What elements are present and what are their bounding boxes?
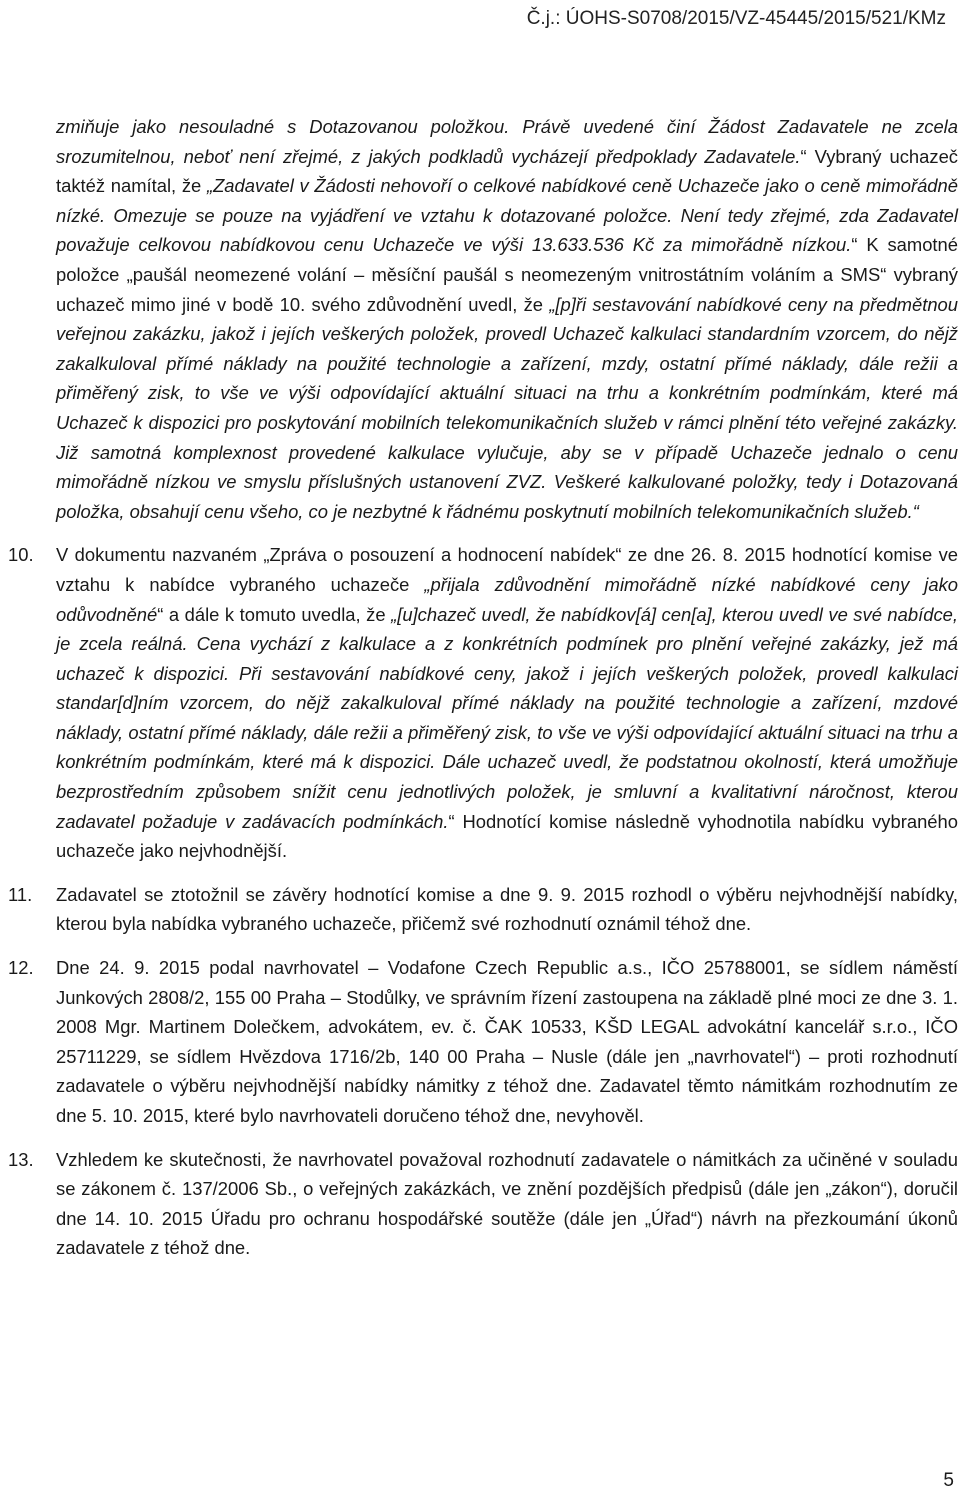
paragraph-text: Zadavatel se ztotožnil se závěry hodnotící komise a dne 9. 9. 2015 rozhodl o výběru nejvhodnější nabídky, kterou byla nabídka vybraného uchazeče, přičemž své rozhodnutí oznámil téhož dne. (56, 883, 958, 935)
paragraph-text: Vzhledem ke skutečnosti, že navrhovatel považoval rozhodnutí zadavatele o námitkách za učiněné v souladu se zákonem č. 137/2006 Sb., o veřejných zakázkách, ve znění pozdějších předpisů (dále jen „zákon“), doručil dne 14. 10. 2015 Úřadu pro ochranu hospodářské soutěže (dále jen „Úřad“) návrh na přezkoumání úkonů zadavatele z téhož dne. (56, 1148, 958, 1259)
paragraph-text: Dne 24. 9. 2015 podal navrhovatel – Vodafone Czech Republic a.s., IČO 25788001, se sídlem náměstí Junkových 2808/2, 155 00 Praha – Stodůlky, ve správním řízení zastoupena na základě plné moci ze dne 3. 1. 2008 Mgr. Martinem Dolečkem, advokátem, ev. č. ČAK 10533, KŠD LEGAL advokátní kancelář s.r.o., IČO 25711229, se sídlem Hvězdova 1716/2b, 140 00 Praha – Nusle (dále jen „navrhovatel“) – proti rozhodnutí zadavatele o výběru nejvhodnější nabídky námitky z téhož dne. Zadavatel těmto námitkám rozhodnutím ze dne 5. 10. 2015, které bylo navrhovateli doručeno téhož dne, nevyhověl. (56, 957, 958, 1126)
quote-text: „[u]chazeč uvedl, že nabídkov[á] cen[a], kterou uvedl ve své nabídce, je zcela reálná. (56, 603, 958, 655)
body-text: “ a dále k tomuto uvedla, že (157, 603, 392, 625)
quote-text: “ (912, 500, 919, 522)
paragraph-number: 11. (8, 883, 33, 905)
quote-text: „přijala zdůvodnění mimořádně nízké nabídkové ceny jako odůvodněné (56, 573, 959, 625)
numbered-paragraph-11 (8, 880, 958, 939)
numbered-paragraph-10 (8, 540, 959, 866)
paragraph-number: 13. (8, 1148, 34, 1170)
numbered-paragraph-12 (8, 953, 958, 1131)
quote-text: zmiňuje jako nesouladné s Dotazovanou položkou. Právě uvedené činí Žádost Zadavatele ne zcela srozumitelnou, neboť není zřejmé, z jakých podkladů vycházejí předpoklady Zadavatele. (56, 116, 958, 167)
quote-text: Cena vychází z kalkulace a z konkrétních podmínek pro plnění veřejné zakázky, jež má uchazeč k dispozici. Při sestavování nabídkové ceny, jakož i jejích veškerých položek, provedl kalkulaci standar[d]ním vzorcem, do nějž zakalkuloval přímé náklady na použité technologie a zařízení, mzdové náklady, ostatní přímé náklady, dále režii a přiměřený zisk, to vše ve výši odpovídající aktuální situaci na trhu a konkrétním podmínkám, které má k dispozici. (56, 633, 958, 773)
paragraph-continuation (56, 112, 958, 526)
quote-text: Není tedy zřejmé, zda Zadavatel považuje celkovou nabídkovou cenu Uchazeče ve výši 13.633.536 Kč za mimořádně nízkou. (56, 204, 958, 256)
quote-text: „[p]ři sestavování nabídkové ceny na předmětnou veřejnou zakázku, jakož i jejích veškerých položek, provedl Uchazeč kalkulaci standardním vzorcem, do nějž zakalkuloval přímé náklady na použité technologie a zařízení, mzdy, ostatní přímé náklady, dále režii a přiměřený zisk, to vše ve výši odpovídající aktuální situaci na trhu a konkrétním podmínkám, které má Uchazeč k dispozici pro poskytování mobilních telekomunikačních služeb v rámci plnění této veřejné zakázky. (56, 293, 958, 433)
page-number: 5 (943, 1470, 954, 1491)
body-text: “ Vybraný uchazeč taktéž namítal, že (56, 145, 958, 197)
quote-text: „Zadavatel v Žádosti nehovoří o celkové nabídkové ceně Uchazeče jako o ceně mimořádně nízké. Omezuje se pouze na vyjádření ve vztahu k dotazované položce. (56, 175, 958, 226)
paragraph-number: 10. (8, 544, 34, 566)
paragraph-text (56, 540, 958, 866)
numbered-paragraph-13 (8, 1145, 958, 1263)
body-text: “ K samotné položce „paušál neomezené volání – měsíční paušál s neomezeným vnitrostátním voláním a SMS“ vybraný uchazeč mimo jiné v bodě 10. svého zdůvodnění uvedl, že (56, 234, 958, 315)
document-reference: Č.j.: ÚOHS-S0708/2015/VZ-45445/2015/521/KMz (526, 8, 946, 29)
quote-text: Již samotná komplexnost provedené kalkulace vylučuje, aby se v případě Uchazeče jednalo o cenu mimořádně nízkou ve smyslu příslušných ustanovení ZVZ. Veškeré kalkulované položky, tedy i Dotazovaná položka, obsahují cenu všeho, co je nezbytné k řádnému poskytnutí mobilních telekomunikačních služeb. (56, 441, 958, 522)
quote-text: Dále uchazeč uvedl, že podstatnou okolností, která umožňuje bezprostředním způsobem snížit cenu jednotlivých položek, je smluvní a kvalitativní náročnost, kterou zadavatel požaduje v zadávacích podmínkách. (56, 751, 958, 832)
document-body (8, 112, 959, 1263)
paragraph-number: 12. (8, 957, 34, 979)
body-text: “ Hodnotící komise následně vyhodnotila nabídku vybraného uchazeče jako nejvhodnější. (56, 810, 958, 862)
body-text: V dokumentu nazvaném „Zpráva o posouzení a hodnocení nabídek“ ze dne 26. 8. 2015 hodnotící komise ve vztahu k nabídce vybraného uchazeče (56, 544, 958, 595)
